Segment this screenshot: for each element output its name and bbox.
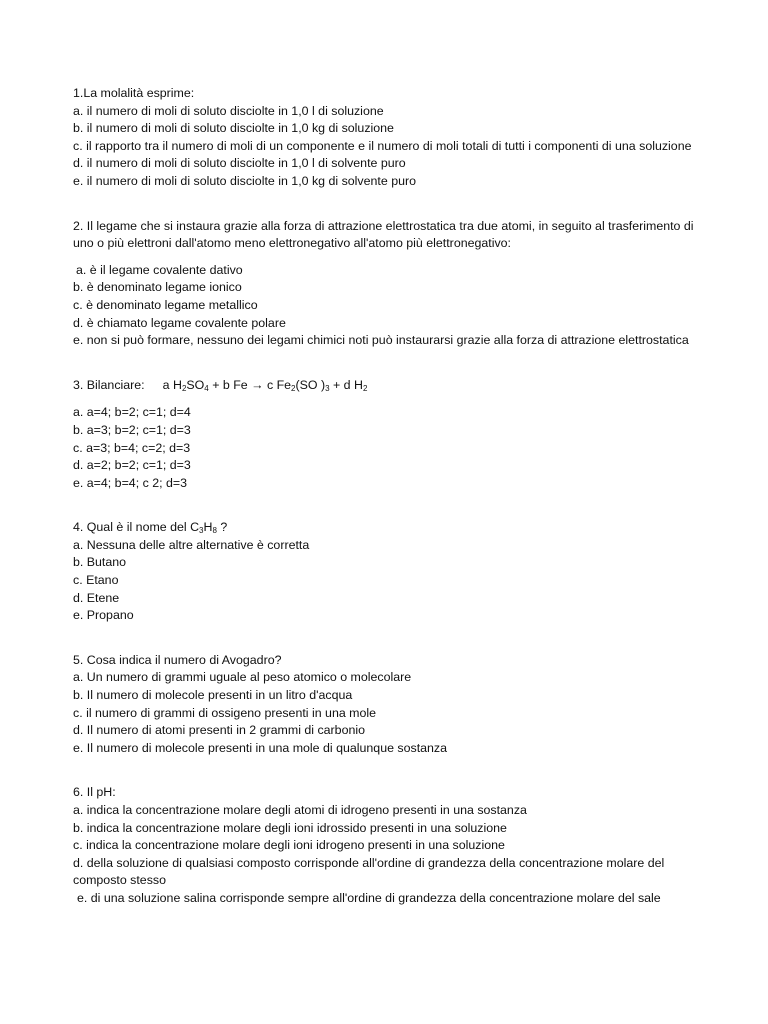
question-3-option-b: b. a=3; b=2; c=1; d=3 [73, 422, 191, 437]
question-6 [73, 784, 713, 907]
question-6-option-d: d. della soluzione di qualsiasi composto corrisponde all'ordine di grandezza della concentrazione molare del composto stesso [73, 855, 665, 888]
question-1-text: 1.La molalità esprime: [73, 86, 195, 100]
question-2-text: 2. Il legame che si instaura grazie alla forza di attrazione elettrostatica tra due atomi, in seguito al trasferimento di uno o più elettroni dall'atomo meno elettronegativo all'atomo più elettronegativo: [73, 218, 694, 251]
question-6-option-e: e. di una soluzione salina corrisponde sempre all'ordine di grandezza della concentrazione molare del sale [77, 890, 661, 905]
question-3 [73, 377, 713, 493]
question-4 [73, 519, 713, 625]
question-3-option-a: a. a=4; b=2; c=1; d=4 [73, 405, 191, 420]
question-3-option-d: d. a=2; b=2; c=1; d=3 [73, 458, 191, 473]
question-4-option-b: b. Butano [73, 555, 127, 570]
question-1-option-d: d. il numero di moli di soluto disciolte in 1,0 l di solvente puro [73, 156, 406, 171]
question-3-option-e: e. a=4; b=4; c 2; d=3 [73, 475, 188, 490]
question-2-option-a: a. è il legame covalente dativo [76, 262, 243, 277]
question-1-option-a: a. il numero di moli di soluto disciolte in 1,0 l di soluzione [73, 103, 384, 118]
question-4-option-e: e. Propano [73, 608, 134, 623]
question-6-option-b: b. indica la concentrazione molare degli ioni idrossido presenti in una soluzione [73, 820, 507, 835]
quiz-document [73, 85, 713, 908]
question-1 [73, 85, 713, 191]
question-3-option-c: c. a=3; b=4; c=2; d=3 [73, 440, 191, 455]
question-4-option-a: a. Nessuna delle altre alternative è corretta [73, 537, 310, 552]
question-6-option-c: c. indica la concentrazione molare degli ioni idrogeno presenti in una soluzione [73, 838, 505, 853]
question-5-option-c: c. il numero di grammi di ossigeno presenti in una mole [73, 705, 377, 720]
question-2 [73, 218, 713, 350]
question-5-option-b: b. Il numero di molecole presenti in un litro d'acqua [73, 688, 353, 703]
question-6-option-a: a. indica la concentrazione molare degli atomi di idrogeno presenti in una sostanza [73, 803, 527, 817]
question-2-option-e: e. non si può formare, nessuno dei legami chimici noti può instaurarsi grazie alla forza di attrazione elettrostatica [73, 333, 689, 348]
question-2-option-c: c. è denominato legame metallico [73, 297, 258, 312]
question-5-option-d: d. Il numero di atomi presenti in 2 grammi di carbonio [73, 723, 366, 738]
question-3-text [73, 377, 713, 395]
question-5-option-e: e. Il numero di molecole presenti in una mole di qualunque sostanza [73, 740, 448, 755]
question-1-option-b: b. il numero di moli di soluto disciolte in 1,0 kg di soluzione [73, 121, 394, 136]
question-5-text: 5. Cosa indica il numero di Avogadro? [73, 652, 282, 667]
question-2-option-b: b. è denominato legame ionico [73, 280, 242, 295]
question-4-option-d: d. Etene [73, 590, 120, 605]
question-6-text: 6. Il pH: [73, 785, 116, 800]
question-3-label: 3. Bilanciare: [73, 377, 145, 392]
question-5 [73, 652, 713, 758]
question-5-option-a: a. Un numero di grammi uguale al peso atomico o molecolare [73, 670, 412, 685]
chemical-equation: a $H_2SO_4 + b$ Fe → c $Fe_2(SO$ )$_3 + d$ $H_2$ [162, 377, 368, 393]
question-4-text: 4. Qual è il nome del $C_3H_8$ ? [73, 520, 228, 536]
question-1-option-c: c. il rapporto tra il numero di moli di un componente e il numero di moli totali di tutti i componenti di una soluzione [73, 138, 692, 153]
question-4-option-c: c. Etano [73, 573, 119, 588]
question-2-option-d: d. è chiamato legame covalente polare [73, 315, 286, 330]
question-1-option-e: e. il numero di moli di soluto disciolte in 1,0 kg di solvente puro [73, 173, 416, 188]
